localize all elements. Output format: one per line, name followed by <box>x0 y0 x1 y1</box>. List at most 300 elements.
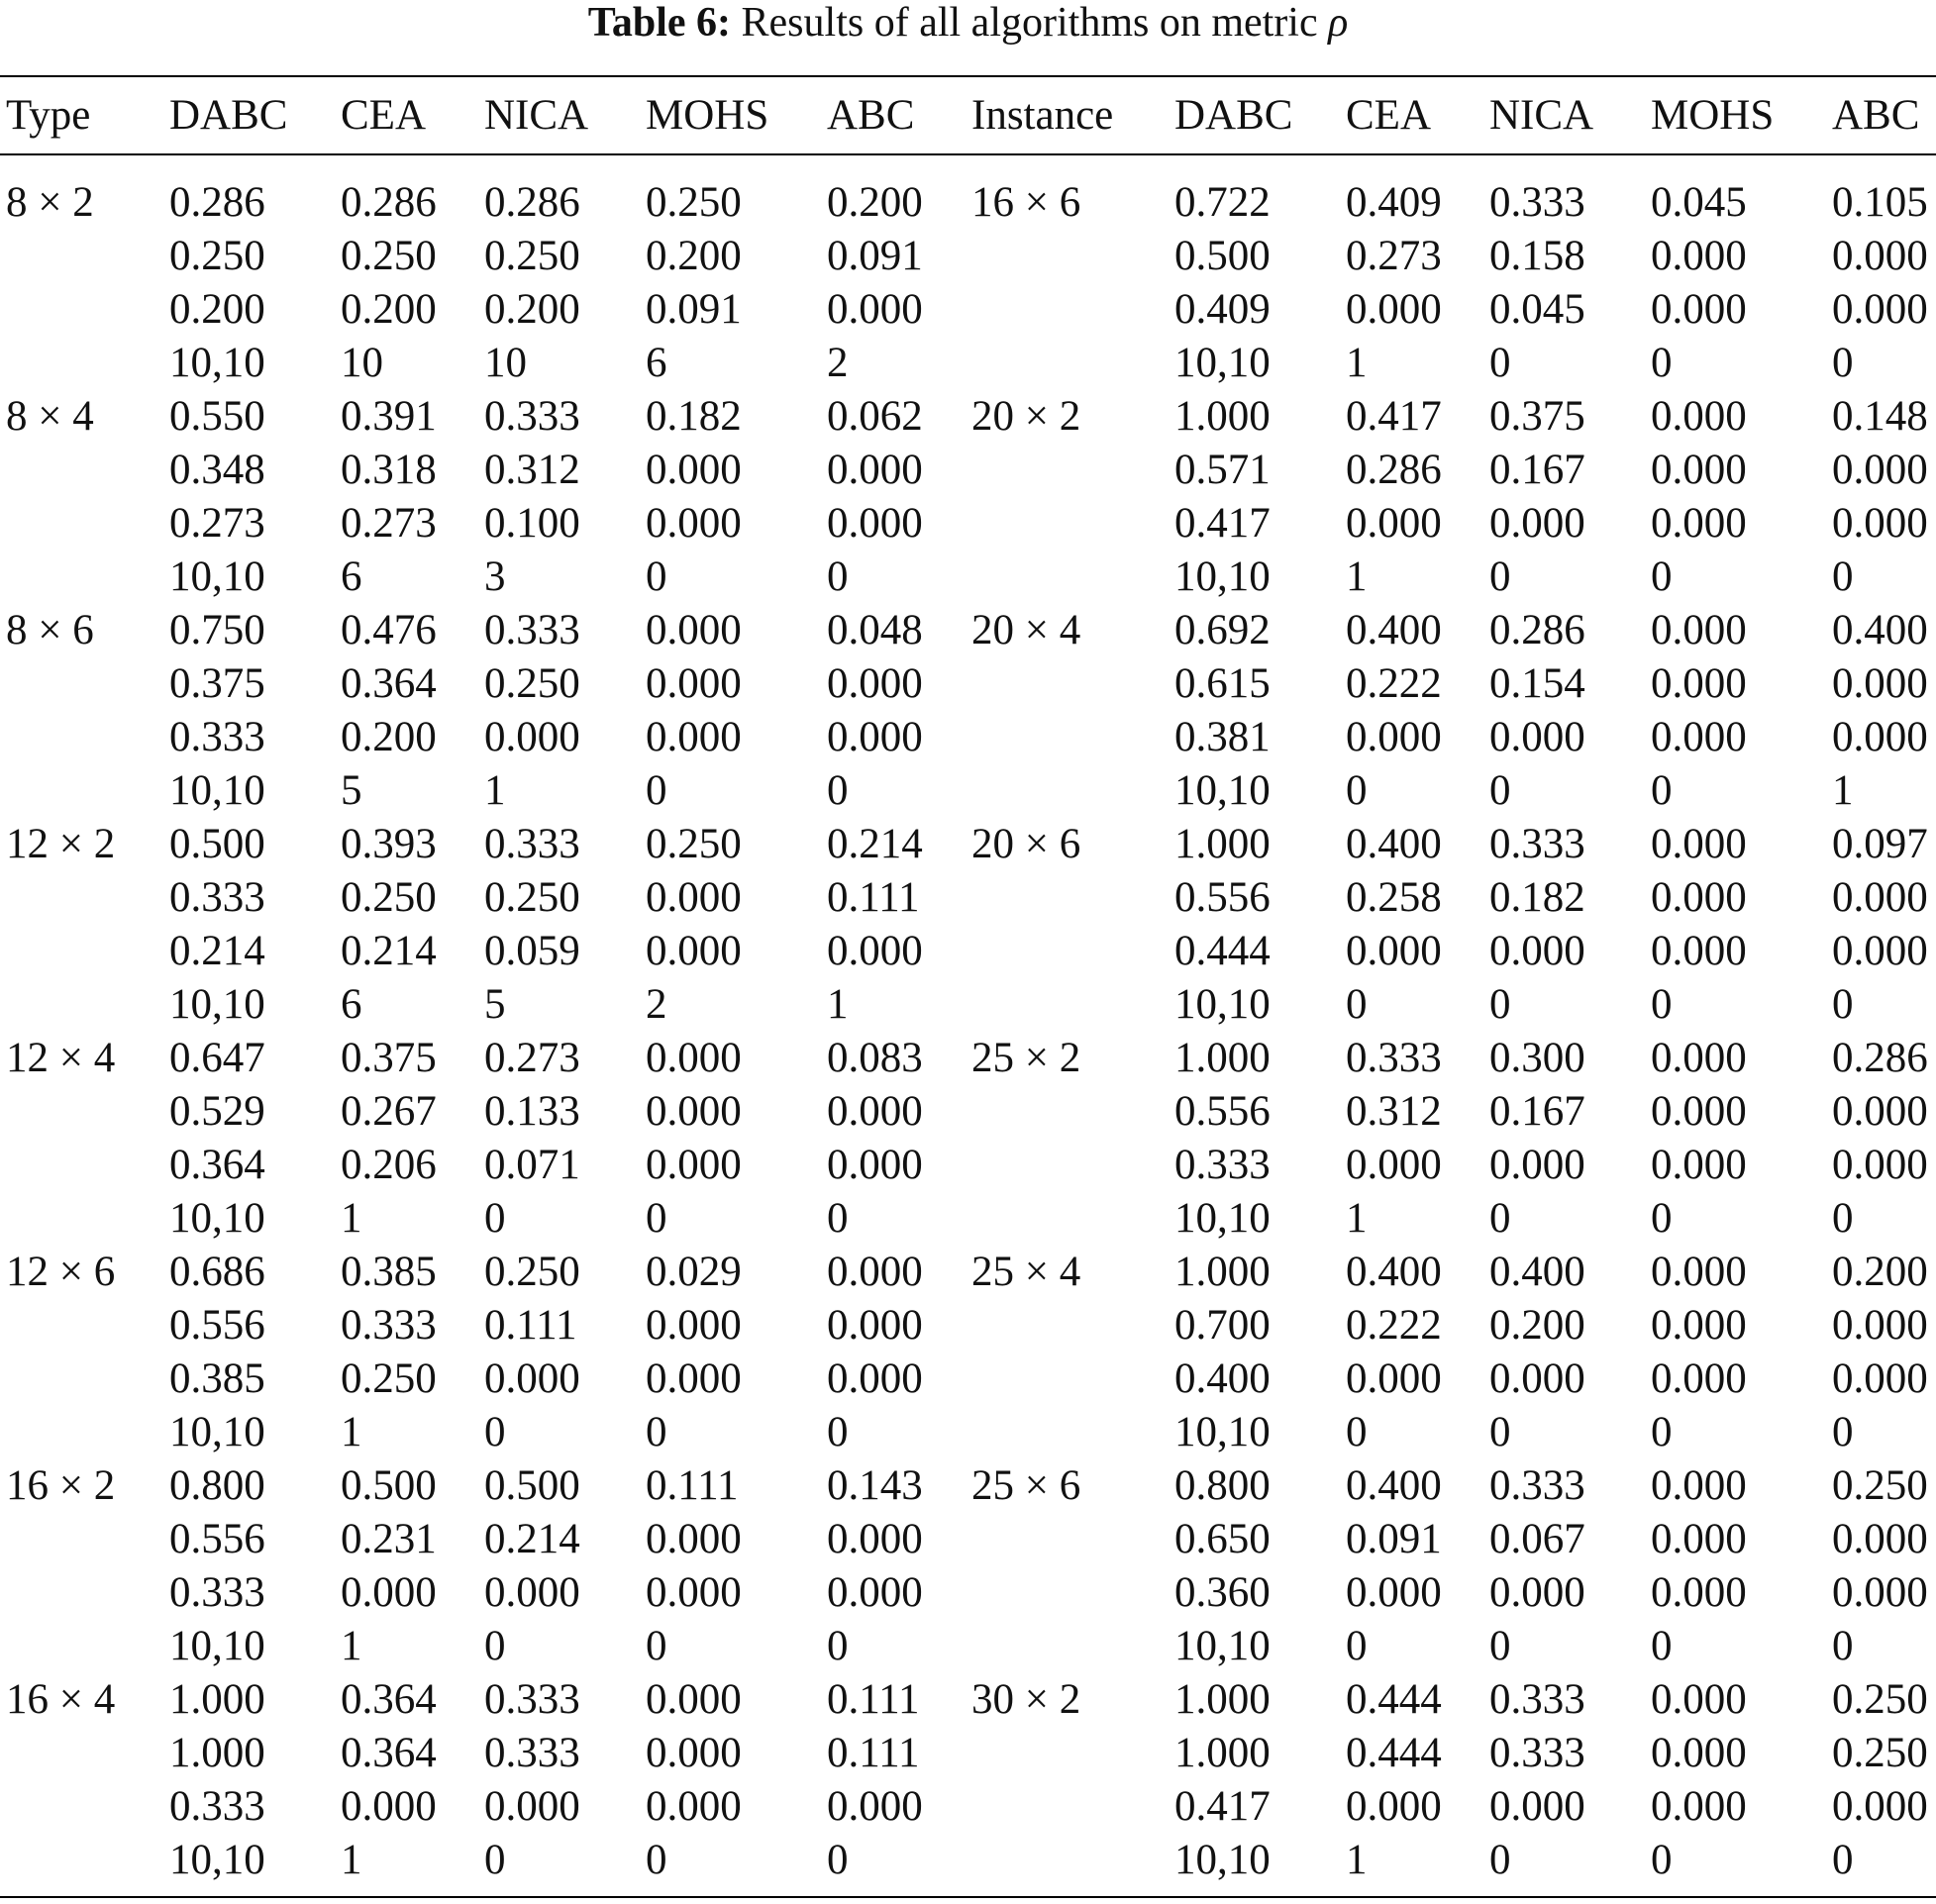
table-cell: 0 <box>646 1408 667 1455</box>
table-cell <box>0 1084 163 1138</box>
table-cell: 0.250 <box>646 820 742 867</box>
table-cell <box>966 1138 1169 1191</box>
table-cell: 0 <box>1832 980 1854 1028</box>
table-cell: 0.100 <box>484 499 580 547</box>
table-cell: 10,10 <box>1174 339 1271 386</box>
table-cell: 10,10 <box>169 552 265 600</box>
table-cell: 0.250 <box>646 178 742 226</box>
table-cell: 0.722 <box>1174 178 1271 226</box>
table-cell: 12 × 2 <box>6 820 116 867</box>
table-cell: 0.000 <box>1346 1568 1442 1616</box>
table-cell: 0.000 <box>1651 1301 1747 1349</box>
column-header: MOHS <box>646 92 769 139</box>
table-cell: 0.000 <box>1651 446 1747 493</box>
table-row <box>0 817 1936 870</box>
table-row <box>0 229 1936 282</box>
table-row <box>0 1726 1936 1779</box>
table-cell: 0.000 <box>646 1568 742 1616</box>
table-cell: 0.286 <box>1489 606 1585 653</box>
table-cell: 0.000 <box>1346 1782 1442 1830</box>
table-cell: 0.250 <box>1832 1729 1928 1776</box>
table-cell: 0.000 <box>1651 606 1747 653</box>
table-cell: 0.333 <box>484 1675 580 1723</box>
table-cell: 20 × 6 <box>971 820 1081 867</box>
table-cell: 0.417 <box>1174 1782 1271 1830</box>
table-cell: 0.000 <box>341 1568 437 1616</box>
table-cell: 0.000 <box>646 1675 742 1723</box>
table-cell: 10,10 <box>1174 980 1271 1028</box>
table-cell: 0.000 <box>827 1141 923 1188</box>
table-cell: 0.000 <box>1346 499 1442 547</box>
table-cell: 0.167 <box>1489 1087 1585 1135</box>
table-cell: 0.158 <box>1489 232 1585 279</box>
table-cell: 0.062 <box>827 392 923 440</box>
table-cell: 0.000 <box>1832 446 1928 493</box>
table-cell: 0.250 <box>1832 1461 1928 1509</box>
table-cell: 0.333 <box>1489 820 1585 867</box>
table-cell: 0 <box>1346 980 1368 1028</box>
table-cell <box>966 1084 1169 1138</box>
table-cell: 0.045 <box>1651 178 1747 226</box>
table-cell: 0.000 <box>646 1782 742 1830</box>
table-cell: 0.000 <box>1489 499 1585 547</box>
table-cell: 0 <box>646 766 667 814</box>
table-cell: 0.200 <box>1489 1301 1585 1349</box>
column-header: ABC <box>1832 92 1920 139</box>
table-cell <box>966 1726 1169 1779</box>
table-cell: 0.400 <box>1174 1354 1271 1402</box>
table-cell: 0.267 <box>341 1087 437 1135</box>
table-cell: 0.286 <box>341 178 437 226</box>
table-row <box>0 1779 1936 1833</box>
table-cell <box>0 550 163 603</box>
table-cell: 2 <box>646 980 667 1028</box>
table-cell: 0 <box>827 1622 849 1669</box>
table-cell: 0 <box>1832 1622 1854 1669</box>
table-cell: 0.200 <box>484 285 580 333</box>
table-row <box>0 977 1936 1031</box>
table-cell: 0.091 <box>827 232 923 279</box>
table-cell: 0.000 <box>1651 1354 1747 1402</box>
table-cell: 0.071 <box>484 1141 580 1188</box>
table-cell: 0.375 <box>341 1034 437 1081</box>
table-cell: 0.214 <box>827 820 923 867</box>
table-cell: 0.143 <box>827 1461 923 1509</box>
table-cell <box>0 1405 163 1458</box>
table-cell: 1 <box>827 980 849 1028</box>
caption-label: Table 6: <box>587 0 732 46</box>
column-header: MOHS <box>1651 92 1775 139</box>
table-cell: 0.333 <box>484 1729 580 1776</box>
table-cell: 0.333 <box>169 1782 265 1830</box>
table-cell: 0 <box>1489 1836 1511 1883</box>
table-cell: 0 <box>827 766 849 814</box>
table-cell <box>0 1833 163 1886</box>
table-cell: 0.000 <box>1651 927 1747 974</box>
table-cell: 0 <box>1651 552 1673 600</box>
table-cell: 0.364 <box>341 659 437 707</box>
table-row <box>0 1405 1936 1458</box>
table-cell: 0.083 <box>827 1034 923 1081</box>
table-cell: 0 <box>1651 1194 1673 1242</box>
caption-symbol: ρ <box>1328 0 1349 46</box>
table-cell <box>0 924 163 977</box>
table-cell: 0.250 <box>341 232 437 279</box>
table-cell: 0.333 <box>169 1568 265 1616</box>
table-row <box>0 336 1936 389</box>
table-cell: 0 <box>484 1408 506 1455</box>
column-header: Instance <box>971 92 1114 139</box>
table-cell: 0 <box>646 1836 667 1883</box>
table-cell: 0 <box>1346 766 1368 814</box>
table-cell: 0.000 <box>827 1568 923 1616</box>
table-cell: 10,10 <box>169 1194 265 1242</box>
table-cell: 30 × 2 <box>971 1675 1081 1723</box>
table-cell: 0.250 <box>341 1354 437 1402</box>
table-cell: 0 <box>827 1836 849 1883</box>
table-cell: 0.000 <box>1651 820 1747 867</box>
header-row <box>0 77 1936 153</box>
table-cell <box>966 336 1169 389</box>
table-cell: 0.000 <box>1651 1729 1747 1776</box>
table-cell: 1 <box>341 1836 362 1883</box>
table-row <box>0 1833 1936 1886</box>
table-cell: 0.273 <box>341 499 437 547</box>
table-cell: 10,10 <box>169 1622 265 1669</box>
table-cell: 0.273 <box>169 499 265 547</box>
table-cell: 0.097 <box>1832 820 1928 867</box>
table-row <box>0 1298 1936 1352</box>
table-cell: 1.000 <box>1174 1675 1271 1723</box>
results-table <box>0 77 1936 1886</box>
table-cell: 0.000 <box>1651 873 1747 921</box>
table-cell: 0.312 <box>1346 1087 1442 1135</box>
table-cell: 0.000 <box>1651 1034 1747 1081</box>
table-cell <box>0 1512 163 1565</box>
table-cell: 0.000 <box>484 1782 580 1830</box>
table-cell: 0 <box>1651 1622 1673 1669</box>
table-cell: 1 <box>1832 766 1854 814</box>
table-cell <box>966 1619 1169 1672</box>
table-cell: 0.000 <box>1832 873 1928 921</box>
table-cell: 0.250 <box>1832 1675 1928 1723</box>
table-cell: 0.391 <box>341 392 437 440</box>
table-cell: 0.650 <box>1174 1515 1271 1562</box>
table-cell: 6 <box>341 980 362 1028</box>
table-cell: 0 <box>827 552 849 600</box>
table-cell <box>0 977 163 1031</box>
table-cell: 0.571 <box>1174 446 1271 493</box>
table-cell: 0.375 <box>1489 392 1585 440</box>
table-cell: 1 <box>1346 552 1368 600</box>
table-cell: 0.000 <box>1651 1675 1747 1723</box>
table-cell <box>0 763 163 817</box>
table-cell: 0.000 <box>827 1087 923 1135</box>
table-cell: 0 <box>1651 766 1673 814</box>
table-cell: 0.154 <box>1489 659 1585 707</box>
table-cell <box>966 550 1169 603</box>
table-cell: 0.286 <box>1346 446 1442 493</box>
table-cell: 0.529 <box>169 1087 265 1135</box>
table-body <box>0 153 1936 1886</box>
table-cell: 1 <box>1346 1836 1368 1883</box>
table-cell <box>0 1779 163 1833</box>
table-cell: 0.400 <box>1489 1248 1585 1295</box>
table-row <box>0 870 1936 924</box>
table-cell: 0.000 <box>646 1515 742 1562</box>
table-cell: 10,10 <box>1174 552 1271 600</box>
table-cell: 3 <box>484 552 506 600</box>
table-cell: 0.333 <box>484 820 580 867</box>
table-cell: 0.400 <box>1346 820 1442 867</box>
table-cell <box>966 1352 1169 1405</box>
table-cell: 0.000 <box>1832 1515 1928 1562</box>
table-cell: 0.000 <box>1651 232 1747 279</box>
table-cell: 0.000 <box>646 1301 742 1349</box>
table-cell: 0.000 <box>827 659 923 707</box>
table-cell: 0.312 <box>484 446 580 493</box>
table-cell: 0.000 <box>1651 1087 1747 1135</box>
table-cell: 0.000 <box>646 1354 742 1402</box>
table-cell <box>966 1512 1169 1565</box>
table-cell: 0.333 <box>1489 178 1585 226</box>
table-cell: 0.364 <box>341 1729 437 1776</box>
table-cell: 6 <box>341 552 362 600</box>
table-cell <box>966 229 1169 282</box>
table-cell: 0.556 <box>1174 1087 1271 1135</box>
table-cell: 0.000 <box>1651 1782 1747 1830</box>
table-cell: 0.333 <box>1489 1729 1585 1776</box>
table-cell <box>966 1191 1169 1245</box>
table-cell: 0.444 <box>1174 927 1271 974</box>
table-cell: 0.333 <box>1174 1141 1271 1188</box>
table-cell <box>0 443 163 496</box>
table-cell <box>966 1298 1169 1352</box>
table-cell: 0.000 <box>1832 232 1928 279</box>
table-cell: 0.250 <box>169 232 265 279</box>
table-cell <box>0 1619 163 1672</box>
table-cell: 0.250 <box>484 1248 580 1295</box>
table-cell: 8 × 2 <box>6 178 94 226</box>
table-cell: 0.286 <box>484 178 580 226</box>
table-cell <box>966 870 1169 924</box>
table-cell: 0.348 <box>169 446 265 493</box>
table-cell: 0.000 <box>1832 1141 1928 1188</box>
table-cell <box>966 977 1169 1031</box>
table-cell: 0.000 <box>827 446 923 493</box>
table-cell: 0.409 <box>1174 285 1271 333</box>
table-cell: 0.364 <box>169 1141 265 1188</box>
table-cell: 0.148 <box>1832 392 1928 440</box>
table-cell: 20 × 4 <box>971 606 1081 653</box>
table-cell: 0.000 <box>646 606 742 653</box>
column-header: DABC <box>169 92 288 139</box>
table-cell: 0.800 <box>1174 1461 1271 1509</box>
table-cell: 0.222 <box>1346 659 1442 707</box>
table-cell: 0.206 <box>341 1141 437 1188</box>
table-cell: 10,10 <box>169 1408 265 1455</box>
column-header: DABC <box>1174 92 1293 139</box>
table-cell: 1 <box>1346 339 1368 386</box>
table-cell: 0 <box>1489 980 1511 1028</box>
table-cell: 0.059 <box>484 927 580 974</box>
table-cell: 0.417 <box>1346 392 1442 440</box>
bottom-rule <box>0 1896 1936 1898</box>
table-row <box>0 924 1936 977</box>
table-cell: 0.000 <box>646 927 742 974</box>
table-cell: 0.000 <box>1651 285 1747 333</box>
table-row <box>0 656 1936 710</box>
table-cell: 1 <box>341 1194 362 1242</box>
table-cell: 0.200 <box>341 285 437 333</box>
table-cell <box>966 656 1169 710</box>
table-cell: 10,10 <box>169 1836 265 1883</box>
table-cell <box>966 1833 1169 1886</box>
table-cell: 0.000 <box>1489 1141 1585 1188</box>
table-cell: 0.029 <box>646 1248 742 1295</box>
table-cell: 0.333 <box>169 873 265 921</box>
table-cell <box>966 282 1169 336</box>
table-cell <box>0 656 163 710</box>
table-cell: 1 <box>1346 1194 1368 1242</box>
table-cell: 0.500 <box>484 1461 580 1509</box>
table-cell: 0 <box>484 1836 506 1883</box>
table-cell: 0.333 <box>341 1301 437 1349</box>
table-cell: 0.360 <box>1174 1568 1271 1616</box>
table-cell: 0.686 <box>169 1248 265 1295</box>
table-cell: 0.000 <box>827 1248 923 1295</box>
table-cell: 0.111 <box>827 873 920 921</box>
table-cell: 0.700 <box>1174 1301 1271 1349</box>
table-row <box>0 603 1936 656</box>
table-cell: 12 × 4 <box>6 1034 116 1081</box>
table-cell: 0.333 <box>169 713 265 760</box>
table-row <box>0 1352 1936 1405</box>
table-cell: 10,10 <box>1174 1836 1271 1883</box>
table-cell: 0.273 <box>484 1034 580 1081</box>
table-row <box>0 1565 1936 1619</box>
table-cell: 0.200 <box>341 713 437 760</box>
table-cell: 0.000 <box>1832 499 1928 547</box>
table-cell: 6 <box>646 339 667 386</box>
table-cell: 0.550 <box>169 392 265 440</box>
table-cell: 0.167 <box>1489 446 1585 493</box>
table-cell: 0.500 <box>169 820 265 867</box>
table-cell: 1.000 <box>169 1729 265 1776</box>
table-cell: 16 × 4 <box>6 1675 116 1723</box>
table-cell: 0.333 <box>484 606 580 653</box>
table-cell: 0.615 <box>1174 659 1271 707</box>
table-cell: 0.385 <box>341 1248 437 1295</box>
table-cell: 0.091 <box>1346 1515 1442 1562</box>
table-row <box>0 1084 1936 1138</box>
table-cell: 0.000 <box>646 1034 742 1081</box>
table-cell <box>0 1352 163 1405</box>
table-cell: 0.381 <box>1174 713 1271 760</box>
table-cell: 0 <box>1651 1836 1673 1883</box>
table-cell: 8 × 4 <box>6 392 94 440</box>
table-cell: 0.000 <box>646 1141 742 1188</box>
table-cell: 0.000 <box>1651 713 1747 760</box>
table-cell: 0.000 <box>1489 927 1585 974</box>
table-cell: 0 <box>1489 1194 1511 1242</box>
table-cell: 0 <box>1489 766 1511 814</box>
table-cell: 1.000 <box>1174 1729 1271 1776</box>
table-row <box>0 763 1936 817</box>
table-cell: 0.375 <box>169 659 265 707</box>
table-cell: 0.000 <box>1832 1301 1928 1349</box>
table-cell: 0.444 <box>1346 1675 1442 1723</box>
table-cell: 0.000 <box>1832 713 1928 760</box>
table-cell: 0.647 <box>169 1034 265 1081</box>
table-cell: 0.214 <box>484 1515 580 1562</box>
table-cell: 0.091 <box>646 285 742 333</box>
table-cell: 0 <box>1651 339 1673 386</box>
table-cell <box>966 496 1169 550</box>
table-cell: 10,10 <box>1174 1408 1271 1455</box>
table-cell: 10,10 <box>1174 1194 1271 1242</box>
table-cell <box>0 336 163 389</box>
table-cell: 10,10 <box>169 339 265 386</box>
table-cell: 25 × 2 <box>971 1034 1081 1081</box>
table-row <box>0 710 1936 763</box>
table-cell: 0.476 <box>341 606 437 653</box>
table-row <box>0 1191 1936 1245</box>
table-row <box>0 443 1936 496</box>
table-cell: 5 <box>341 766 362 814</box>
table-cell: 0.000 <box>646 446 742 493</box>
table-cell: 0.300 <box>1489 1034 1585 1081</box>
table-header <box>0 77 1936 153</box>
table-cell: 0.000 <box>646 1087 742 1135</box>
table-cell: 0.000 <box>1832 1087 1928 1135</box>
table-cell: 0.400 <box>1346 606 1442 653</box>
table-cell: 0.000 <box>1489 1354 1585 1402</box>
table-cell: 0.000 <box>1651 1515 1747 1562</box>
table-cell: 0.000 <box>1489 1782 1585 1830</box>
table-cell <box>966 443 1169 496</box>
table-row <box>0 550 1936 603</box>
table-cell: 2 <box>827 339 849 386</box>
table-cell: 0.000 <box>827 1354 923 1402</box>
table-cell: 0.286 <box>169 178 265 226</box>
table-cell: 0.000 <box>1651 659 1747 707</box>
table-cell: 10,10 <box>1174 1622 1271 1669</box>
table-cell: 0 <box>1832 339 1854 386</box>
table-cell: 0.400 <box>1346 1461 1442 1509</box>
table-cell: 0.182 <box>646 392 742 440</box>
table-cell: 25 × 4 <box>971 1248 1081 1295</box>
table-cell: 0.318 <box>341 446 437 493</box>
table-row <box>0 389 1936 443</box>
table-row <box>0 1619 1936 1672</box>
caption-text: Results of all algorithms on metric <box>741 0 1318 46</box>
table-cell: 0.286 <box>1832 1034 1928 1081</box>
table-cell: 0.556 <box>169 1301 265 1349</box>
table-cell: 0.000 <box>1651 499 1747 547</box>
table-cell: 0 <box>1489 1408 1511 1455</box>
table-cell: 0.200 <box>827 178 923 226</box>
column-header: CEA <box>1346 92 1431 139</box>
table-cell: 0.000 <box>1346 1354 1442 1402</box>
column-header: CEA <box>341 92 426 139</box>
table-cell: 0.258 <box>1346 873 1442 921</box>
table-cell: 0.000 <box>341 1782 437 1830</box>
table-cell: 0.000 <box>1651 1248 1747 1295</box>
table-cell: 0.333 <box>1489 1461 1585 1509</box>
table-cell: 0.000 <box>1832 285 1928 333</box>
table-cell: 0.000 <box>646 659 742 707</box>
